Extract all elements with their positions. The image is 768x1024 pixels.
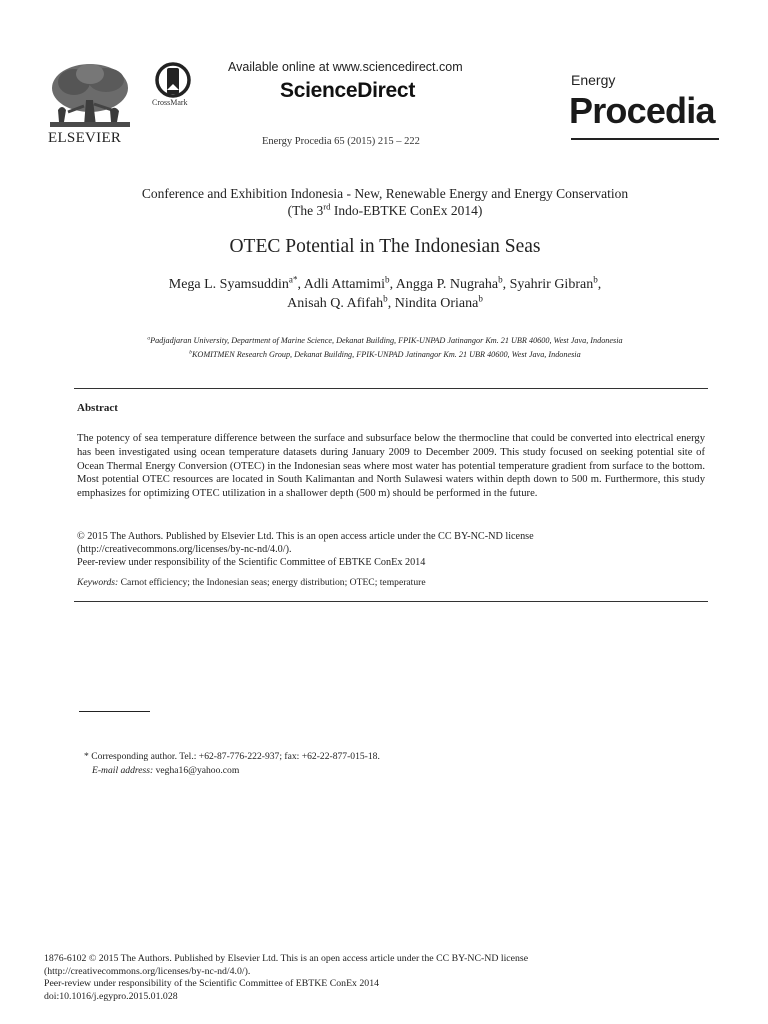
keywords	[77, 577, 426, 588]
paper-title: OTEC Potential in The Indonesian Seas	[229, 236, 541, 257]
journal-logo-bar	[571, 138, 719, 140]
abstract-body: The potency of sea temperature difference between the surface and subsurface below the thermocline that could be converted into electrical energy has been investigated using ocean temperature datasets during January 2009 to December 2009. This study focused on seeking potential site of Ocean Thermal Energy Conversion (OTEC) in the Indonesian seas where most water has potential temperature gradient from surface to the bottom. Most potential OTEC resources are located in South Kalimantan and North Sulawesi waters within depth down to 500 m. Furthermore, this study emphasizes for optimizing OTEC utilization in a shallower depth (500 m) should be performed in the future.	[77, 433, 705, 500]
divider-top	[74, 388, 708, 389]
footer-peer-review: Peer-review under responsibility of the Scientific Committee of EBTKE ConEx 2014	[44, 978, 380, 990]
affiliation-b: $^b$KOMITMEN Research Group, Dekanat Building, FPIK-UNPAD Jatinangor Km. 21 UBR 40600, West Java, Indonesia	[189, 349, 581, 359]
crossmark-label: CrossMark	[152, 98, 188, 107]
journal-name-top: Energy	[571, 72, 616, 88]
sciencedirect-logo-text[interactable]: ScienceDirect	[280, 79, 416, 102]
email-line	[84, 764, 380, 778]
author-name: Nindita Oriana	[394, 296, 479, 311]
peer-review-statement: Peer-review under responsibility of the Scientific Committee of EBTKE ConEx 2014	[77, 557, 426, 568]
author-name: Syahrir Gibran	[509, 277, 594, 292]
license-line-1: © 2015 The Authors. Published by Elsevier Ltd. This is an open access article under the CC BY-NC-ND license	[77, 531, 534, 542]
affiliation-a: $^a$Padjadjaran University, Department of Marine Science, Dekanat Building, FPIK-UNPAD Jatinangor Km. 21 UBR 40600, West Java, Indonesia	[147, 335, 623, 345]
license-statement	[77, 530, 705, 569]
abstract-heading: Abstract	[77, 402, 118, 414]
author-line-1: Mega L. Syamsuddin$^{a*}$, Adli Attamimi$^b$, Angga P. Nugraha$^b$, Syahrir Gibran$^b$,	[168, 274, 602, 292]
email-address[interactable]: vegha16@yahoo.com	[155, 765, 240, 776]
page-footer	[44, 953, 528, 1003]
author-line-2: Anisah Q. Afifah$^b$, Nindita Oriana$^b$	[287, 293, 483, 311]
publisher-name: ELSEVIER	[48, 130, 122, 146]
footnote-rule	[79, 711, 150, 712]
footer-issn-license: 1876-6102 © 2015 The Authors. Published by Elsevier Ltd. This is an open access article under the CC BY-NC-ND license	[44, 953, 529, 964]
footer-license-link[interactable]: (http://creativecommons.org/licenses/by-nc-nd/4.0/).	[44, 965, 251, 977]
keywords-list: Carnot efficiency; the Indonesian seas; energy distribution; OTEC; temperature	[118, 577, 426, 588]
available-online-text[interactable]: Available online at www.sciencedirect.com	[228, 60, 463, 74]
author-list	[40, 275, 730, 313]
divider-bottom	[74, 601, 708, 602]
author-name: Anisah Q. Afifah	[287, 296, 384, 311]
journal-name-main: Procedia	[569, 90, 715, 131]
conference-line-2: (The 3rd Indo-EBTKE ConEx 2014)	[287, 201, 483, 218]
affiliations	[40, 334, 730, 362]
email-label: E-mail address:	[92, 765, 154, 776]
conference-line-1: Conference and Exhibition Indonesia - New, Renewable Energy and Energy Conservation	[141, 186, 629, 201]
author-name: Angga P. Nugraha	[395, 277, 499, 292]
license-link[interactable]: (http://creativecommons.org/licenses/by-nc-nd/4.0/).	[77, 544, 292, 555]
footer-doi[interactable]: doi:10.1016/j.egypro.2015.01.028	[44, 990, 178, 1002]
corresponding-author-footnote	[84, 750, 380, 778]
author-name: Adli Attamimi	[303, 277, 386, 292]
keywords-label: Keywords:	[77, 577, 119, 588]
conference-info	[40, 185, 730, 219]
author-name: Mega L. Syamsuddin	[168, 277, 289, 292]
corresponding-author: * Corresponding author. Tel.: +62-87-776-222-937; fax: +62-22-877-015-18.	[84, 751, 380, 762]
journal-citation: Energy Procedia 65 (2015) 215 – 222	[262, 136, 420, 147]
